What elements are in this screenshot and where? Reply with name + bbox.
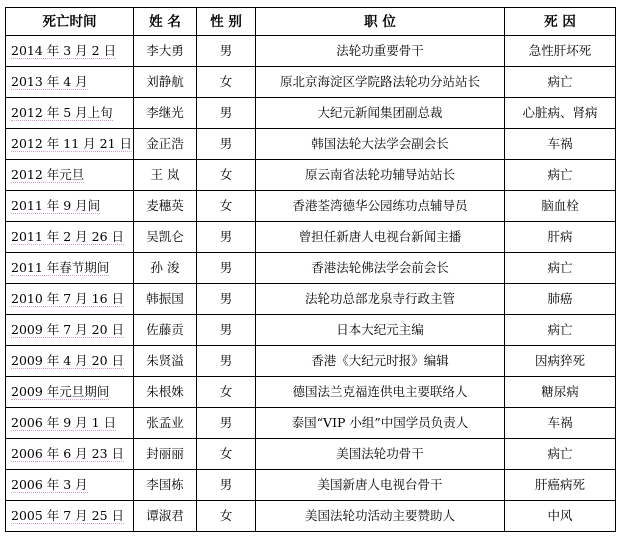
header-name: 姓 名 — [134, 8, 197, 36]
cell-date — [6, 160, 134, 191]
cell-name: 封丽丽 — [134, 439, 197, 470]
cell-cause: 车祸 — [505, 408, 616, 439]
header-date: 死亡时间 — [6, 8, 134, 36]
cell-date — [6, 439, 134, 470]
table-row — [6, 36, 616, 67]
date-text: 2006 年 9 月 1 日 — [11, 415, 117, 430]
cell-position: 原北京海淀区学院路法轮功分站站长 — [256, 67, 505, 98]
cell-cause: 因病猝死 — [505, 346, 616, 377]
cell-date — [6, 129, 134, 160]
date-text: 2005 年 7 月 25 日 — [11, 508, 125, 523]
cell-cause: 病亡 — [505, 315, 616, 346]
cell-name: 李国栋 — [134, 470, 197, 501]
date-text: 2014 年 3 月 2 日 — [11, 43, 117, 58]
header-position: 职 位 — [256, 8, 505, 36]
cell-sex: 女 — [197, 377, 256, 408]
cell-position: 曾担任新唐人电视台新闻主播 — [256, 222, 505, 253]
cell-cause: 病亡 — [505, 439, 616, 470]
date-text: 2009 年 7 月 20 日 — [11, 322, 125, 337]
cell-name: 刘静航 — [134, 67, 197, 98]
cell-name: 韩振国 — [134, 284, 197, 315]
cell-sex: 男 — [197, 222, 256, 253]
date-text: 2012 年 11 月 21 日 — [11, 136, 132, 151]
cell-sex: 男 — [197, 36, 256, 67]
table-row — [6, 315, 616, 346]
table-body — [6, 36, 616, 532]
table-row — [6, 439, 616, 470]
cell-position: 美国法轮功骨干 — [256, 439, 505, 470]
table-row — [6, 191, 616, 222]
cell-sex: 女 — [197, 191, 256, 222]
cell-sex: 男 — [197, 284, 256, 315]
table-row — [6, 129, 616, 160]
cell-name: 李继光 — [134, 98, 197, 129]
cell-date — [6, 98, 134, 129]
table-row — [6, 408, 616, 439]
table-row — [6, 67, 616, 98]
date-text: 2011 年 9 月间 — [11, 198, 101, 213]
cell-position: 原云南省法轮功辅导站站长 — [256, 160, 505, 191]
cell-cause: 中风 — [505, 501, 616, 532]
cell-sex: 男 — [197, 315, 256, 346]
cell-sex: 女 — [197, 67, 256, 98]
cell-position: 法轮功重要骨干 — [256, 36, 505, 67]
cell-date — [6, 408, 134, 439]
date-text: 2009 年元旦期间 — [11, 384, 110, 399]
date-text: 2010 年 7 月 16 日 — [11, 291, 125, 306]
cell-sex: 女 — [197, 439, 256, 470]
cell-sex: 女 — [197, 160, 256, 191]
date-text: 2011 年春节期间 — [11, 260, 110, 275]
table-row — [6, 253, 616, 284]
cell-position: 香港荃湾德华公园练功点辅导员 — [256, 191, 505, 222]
cell-position: 美国法轮功活动主要赞助人 — [256, 501, 505, 532]
cell-date — [6, 470, 134, 501]
cell-date — [6, 315, 134, 346]
cell-cause: 病亡 — [505, 67, 616, 98]
date-text: 2009 年 4 月 20 日 — [11, 353, 125, 368]
cell-cause: 糖尿病 — [505, 377, 616, 408]
cell-position: 香港《大纪元时报》编辑 — [256, 346, 505, 377]
cell-position: 法轮功总部龙泉寺行政主管 — [256, 284, 505, 315]
cell-name: 朱贤溢 — [134, 346, 197, 377]
cell-date — [6, 222, 134, 253]
header-sex: 性 别 — [197, 8, 256, 36]
cell-sex: 男 — [197, 470, 256, 501]
cell-cause: 病亡 — [505, 160, 616, 191]
cell-date — [6, 346, 134, 377]
date-text: 2011 年 2 月 26 日 — [11, 229, 125, 244]
cell-cause: 肝病 — [505, 222, 616, 253]
cell-cause: 脑血栓 — [505, 191, 616, 222]
cell-date — [6, 501, 134, 532]
cell-date — [6, 67, 134, 98]
cell-cause: 肝癌病死 — [505, 470, 616, 501]
cell-name: 王 岚 — [134, 160, 197, 191]
cell-cause: 车祸 — [505, 129, 616, 160]
cell-name: 佐藤贡 — [134, 315, 197, 346]
cell-date — [6, 253, 134, 284]
cell-position: 美国新唐人电视台骨干 — [256, 470, 505, 501]
cell-position: 韩国法轮大法学会副会长 — [256, 129, 505, 160]
cell-cause: 病亡 — [505, 253, 616, 284]
cell-name: 朱根姝 — [134, 377, 197, 408]
cell-sex: 男 — [197, 408, 256, 439]
table-row — [6, 222, 616, 253]
date-text: 2013 年 4 月 — [11, 74, 88, 89]
cell-sex: 女 — [197, 501, 256, 532]
cell-name: 吴凯仑 — [134, 222, 197, 253]
date-text: 2006 年 6 月 23 日 — [11, 446, 125, 461]
cell-position: 香港法轮佛法学会前会长 — [256, 253, 505, 284]
cell-position: 日本大纪元主编 — [256, 315, 505, 346]
cell-date — [6, 377, 134, 408]
table-row — [6, 377, 616, 408]
cell-cause: 肺癌 — [505, 284, 616, 315]
cell-name: 金正浩 — [134, 129, 197, 160]
table-row — [6, 501, 616, 532]
cell-date — [6, 284, 134, 315]
cell-sex: 男 — [197, 98, 256, 129]
table-row — [6, 160, 616, 191]
cell-name: 李大勇 — [134, 36, 197, 67]
cell-cause: 心脏病、肾病 — [505, 98, 616, 129]
header-cause: 死 因 — [505, 8, 616, 36]
cell-position: 泰国“VIP 小组”中国学员负责人 — [256, 408, 505, 439]
cell-position: 德国法兰克福连供电主要联络人 — [256, 377, 505, 408]
table-header-row — [6, 8, 616, 36]
table-row — [6, 346, 616, 377]
cell-date — [6, 191, 134, 222]
cell-cause: 急性肝坏死 — [505, 36, 616, 67]
date-text: 2012 年 5 月上旬 — [11, 105, 113, 120]
cell-name: 孙 浚 — [134, 253, 197, 284]
table-row — [6, 98, 616, 129]
cell-sex: 男 — [197, 253, 256, 284]
table-row — [6, 284, 616, 315]
date-text: 2006 年 3 月 — [11, 477, 88, 492]
cell-position: 大纪元新闻集团副总裁 — [256, 98, 505, 129]
cell-name: 麦穗英 — [134, 191, 197, 222]
deaths-table — [5, 7, 616, 532]
cell-sex: 男 — [197, 129, 256, 160]
table-row — [6, 470, 616, 501]
cell-date — [6, 36, 134, 67]
date-text: 2012 年元旦 — [11, 167, 85, 182]
cell-sex: 男 — [197, 346, 256, 377]
cell-name: 张孟业 — [134, 408, 197, 439]
cell-name: 谭淑君 — [134, 501, 197, 532]
